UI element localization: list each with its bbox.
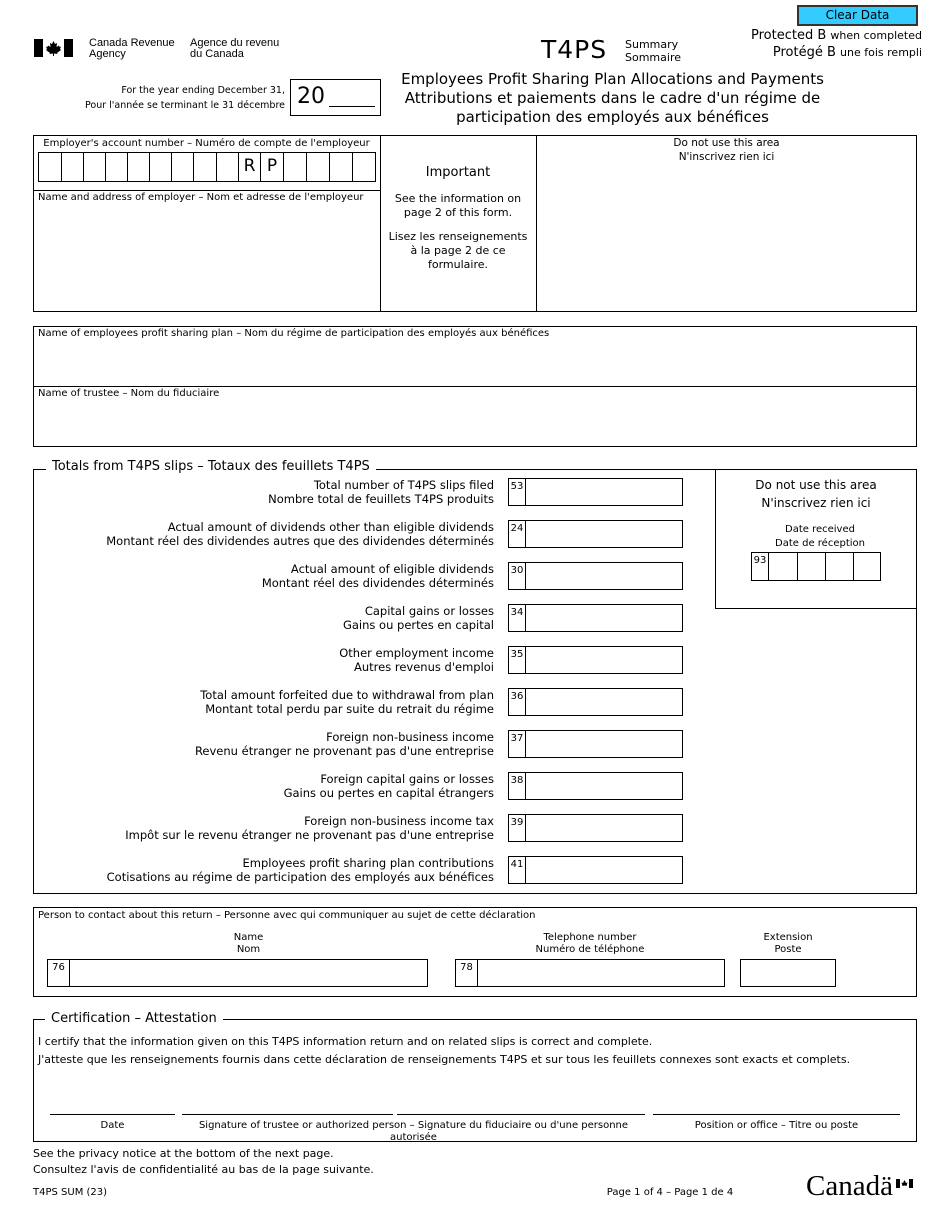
totals-amount-input[interactable] xyxy=(529,733,679,757)
rp-r: R xyxy=(239,153,261,181)
canada-flag-icon xyxy=(34,39,73,57)
totals-amount-input[interactable] xyxy=(529,691,679,715)
box-code: 53 xyxy=(509,479,526,505)
totals-amount-input[interactable] xyxy=(529,859,679,883)
protected-b-notice: Protected B when completed Protégé B une fois rempli xyxy=(751,28,922,60)
important-text-en: See the information on page 2 of this form. xyxy=(394,192,522,219)
totals-row-label: Foreign non-business income tax Impôt sur le revenu étranger ne provenant pas d'une entreprise xyxy=(125,814,494,842)
box-code: 39 xyxy=(509,815,526,841)
totals-amount-input[interactable] xyxy=(529,817,679,841)
totals-amount-input[interactable] xyxy=(529,775,679,799)
trustee-input[interactable] xyxy=(38,406,908,440)
totals-row-field[interactable] xyxy=(508,646,683,674)
totals-row-field[interactable] xyxy=(508,856,683,884)
contact-label: Person to contact about this return – Personne avec qui communiquer au sujet de cette déclaration xyxy=(38,910,536,921)
box-code: 37 xyxy=(509,731,526,757)
clear-data-button[interactable]: Clear Data xyxy=(797,5,918,26)
form-identifier: T4PS SUM (23) xyxy=(33,1187,108,1198)
box-code: 36 xyxy=(509,689,526,715)
box-code: 34 xyxy=(509,605,526,631)
privacy-notice: See the privacy notice at the bottom of the next page. Consultez l'avis de confidentialité au bas de la page suivante. xyxy=(33,1147,374,1176)
important-text-fr: Lisez les renseignements à la page 2 de ce formulaire. xyxy=(388,230,528,271)
totals-row-field[interactable] xyxy=(508,772,683,800)
important-heading: Important xyxy=(425,165,491,180)
totals-row-field[interactable] xyxy=(508,730,683,758)
totals-row-field[interactable] xyxy=(508,604,683,632)
totals-row-label: Foreign capital gains or losses Gains ou pertes en capital étrangers xyxy=(283,772,494,800)
contact-extension-label: Extension Poste xyxy=(763,932,813,955)
year-field[interactable] xyxy=(290,79,381,116)
position-label: Position or office – Titre ou poste xyxy=(694,1120,859,1131)
totals-row-label: Capital gains or losses Gains ou pertes en capital xyxy=(342,604,494,632)
do-not-use-area: Do not use this area N'inscrivez rien ici xyxy=(673,137,780,163)
certification-legend: Certification – Attestation xyxy=(45,1011,223,1026)
date-received-code: 93 xyxy=(752,553,769,580)
account-number-label: Employer's account number – Numéro de compte de l'employeur xyxy=(43,138,370,149)
date-received-field[interactable] xyxy=(751,552,881,581)
contact-name-field[interactable]: 76 xyxy=(47,959,428,987)
box-code: 41 xyxy=(509,857,526,883)
canada-wordmark: Canadä xyxy=(806,1170,893,1202)
totals-row-field[interactable] xyxy=(508,478,683,506)
rp-p: P xyxy=(261,153,284,181)
totals-amount-input[interactable] xyxy=(529,565,679,589)
wordmark-flag-icon xyxy=(896,1173,913,1182)
plan-name-label: Name of employees profit sharing plan – Nom du régime de participation des employés aux bénéfices xyxy=(38,328,550,339)
contact-extension-field[interactable] xyxy=(740,959,836,987)
account-number-field[interactable] xyxy=(38,152,376,182)
totals-amount-input[interactable] xyxy=(529,481,679,505)
totals-amount-input[interactable] xyxy=(529,607,679,631)
page-number: Page 1 of 4 – Page 1 de 4 xyxy=(606,1187,734,1198)
totals-row-field[interactable] xyxy=(508,814,683,842)
certification-text: I certify that the information given on this T4PS information return and on related slips is correct and complete. J'atteste que les renseignements fournis dans cette déclaration de renseignements T4PS et sur tous les feuillets connexes sont exacts et complets. xyxy=(38,1035,851,1066)
form-code: T4PS xyxy=(541,35,608,64)
important-box xyxy=(383,164,533,272)
box-code: 24 xyxy=(509,521,526,547)
totals-row-label: Other employment income Autres revenus d'emploi xyxy=(339,646,494,674)
contact-phone-field[interactable]: 78 xyxy=(455,959,725,987)
totals-row-field[interactable] xyxy=(508,688,683,716)
totals-row-field[interactable] xyxy=(508,520,683,548)
totals-row-label: Employees profit sharing plan contributions Cotisations au régime de participation des employés aux bénéfices xyxy=(106,856,494,884)
year-label: For the year ending December 31, Pour l'année se terminant le 31 décembre xyxy=(85,85,285,111)
authorized-signature-label: Signature of trustee or authorized person – Signature du fiduciaire ou d'une personne autorisée xyxy=(198,1120,629,1143)
totals-row-label: Total number of T4PS slips filed Nombre total de feuillets T4PS produits xyxy=(268,478,494,506)
totals-row-label: Foreign non-business income Revenu étranger ne provenant pas d'une entreprise xyxy=(194,730,494,758)
agency-name-en: Canada Revenue Agency xyxy=(89,37,175,60)
date-received-label: Date received Date de réception xyxy=(775,524,865,549)
box-code: 30 xyxy=(509,563,526,589)
date-signature-label: Date xyxy=(100,1120,125,1131)
year-prefix: 20 xyxy=(297,84,325,109)
box-code: 35 xyxy=(509,647,526,673)
trustee-label: Name of trustee – Nom du fiduciaire xyxy=(38,388,220,399)
contact-name-label: Name Nom xyxy=(233,932,264,955)
totals-amount-input[interactable] xyxy=(529,649,679,673)
totals-row-field[interactable] xyxy=(508,562,683,590)
totals-row-label: Actual amount of dividends other than eligible dividends Montant réel des dividendes autres que des dividendes déterminés xyxy=(106,520,494,548)
totals-legend: Totals from T4PS slips – Totaux des feuillets T4PS xyxy=(46,459,376,474)
totals-row-label: Actual amount of eligible dividends Montant réel des dividendes déterminés xyxy=(261,562,494,590)
box-code: 38 xyxy=(509,773,526,799)
agency-name-fr: Agence du revenu du Canada xyxy=(190,37,280,60)
totals-amount-input[interactable] xyxy=(529,523,679,547)
totals-row-label: Total amount forfeited due to withdrawal from plan Montant total perdu par suite du retrait du régime xyxy=(200,688,494,716)
form-title: Employees Profit Sharing Plan Allocations and Payments Attributions et paiements dans le cadre d'un régime de participation des employés aux bénéfices xyxy=(401,70,824,126)
name-address-label: Name and address of employer – Nom et adresse de l'employeur xyxy=(38,192,364,203)
totals-do-not-use-label: Do not use this area N'inscrivez rien ici xyxy=(755,478,877,510)
employer-name-address-input[interactable] xyxy=(38,206,374,306)
plan-name-input[interactable] xyxy=(38,346,908,380)
contact-phone-label: Telephone number Numéro de téléphone xyxy=(535,932,645,955)
summary-label: Summary Sommaire xyxy=(625,38,681,64)
